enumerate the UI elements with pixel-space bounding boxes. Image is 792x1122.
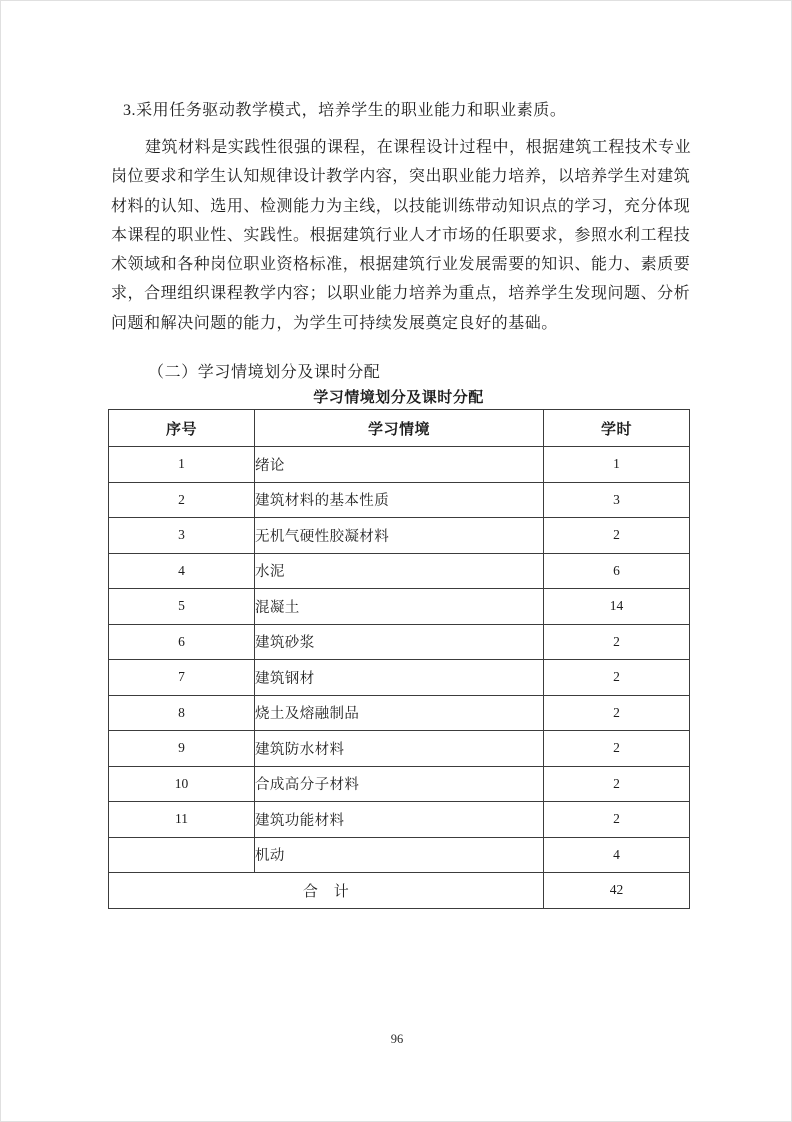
table-row	[109, 482, 690, 518]
total-row	[109, 873, 690, 909]
paragraph-line: 本课程的职业性、实践性。根据建筑行业人才市场的任职要求，参照水利工程技	[111, 226, 691, 244]
paragraph-line: 建筑材料是实践性很强的课程，在课程设计过程中，根据建筑工程技术专业	[145, 139, 692, 156]
cell-no: 6	[109, 624, 255, 660]
cell-situation: 烧土及熔融制品	[255, 695, 544, 731]
numbered-item-3: 3.采用任务驱动教学模式，培养学生的职业能力和职业素质。	[123, 102, 567, 119]
paragraph-line: 求，合理组织课程教学内容；以职业能力培养为重点，培养学生发现问题、分析	[111, 285, 691, 303]
cell-hours: 2	[544, 766, 690, 802]
cell-no: 9	[109, 731, 255, 767]
table-caption: 学习情境划分及课时分配	[313, 390, 484, 406]
table-row	[109, 695, 690, 731]
cell-no: 2	[109, 482, 255, 518]
cell-situation: 建筑材料的基本性质	[255, 482, 544, 518]
total-label-cell: 合 计	[109, 873, 544, 909]
header-cell-hours: 学时	[544, 410, 690, 447]
cell-situation: 建筑防水材料	[255, 731, 544, 767]
header-cell-no: 序号	[109, 410, 255, 447]
table-row	[109, 766, 690, 802]
cell-hours: 2	[544, 695, 690, 731]
cell-hours: 4	[544, 837, 690, 873]
cell-hours: 2	[544, 660, 690, 696]
paragraph-line: 问题和解决问题的能力，为学生可持续发展奠定良好的基础。	[111, 314, 558, 332]
table-row-reserve	[109, 837, 690, 873]
paragraph-line: 岗位要求和学生认知规律设计教学内容，突出职业能力培养，以培养学生对建筑	[111, 168, 691, 186]
cell-situation: 建筑砂浆	[255, 624, 544, 660]
cell-no: 8	[109, 695, 255, 731]
cell-situation: 无机气硬性胶凝材料	[255, 518, 544, 554]
cell-no: 7	[109, 660, 255, 696]
cell-hours: 6	[544, 553, 690, 589]
body-paragraph	[111, 133, 695, 338]
cell-no: 10	[109, 766, 255, 802]
cell-no: 3	[109, 518, 255, 554]
cell-no: 1	[109, 447, 255, 483]
cell-situation: 合成高分子材料	[255, 766, 544, 802]
table-row	[109, 660, 690, 696]
cell-hours: 2	[544, 624, 690, 660]
header-cell-situation: 学习情境	[255, 410, 544, 447]
table-row	[109, 624, 690, 660]
cell-no: 11	[109, 802, 255, 838]
table-row	[109, 447, 690, 483]
cell-situation: 水泥	[255, 553, 544, 589]
schedule-table	[108, 409, 690, 909]
table-row	[109, 589, 690, 625]
table-row	[109, 802, 690, 838]
paragraph-line: 术领域和各种岗位职业资格标准，根据建筑行业发展需要的知识、能力、素质要	[111, 256, 691, 274]
paragraph-line: 材料的认知、选用、检测能力为主线，以技能训练带动知识点的学习，充分体现	[111, 197, 691, 215]
table-row	[109, 731, 690, 767]
cell-situation: 建筑钢材	[255, 660, 544, 696]
cell-no	[109, 837, 255, 873]
cell-situation: 机动	[255, 837, 544, 873]
page-number: 96	[390, 1032, 404, 1046]
cell-situation: 建筑功能材料	[255, 802, 544, 838]
cell-situation: 混凝土	[255, 589, 544, 625]
cell-hours: 2	[544, 802, 690, 838]
cell-hours: 2	[544, 731, 690, 767]
table-row	[109, 518, 690, 554]
table-row	[109, 553, 690, 589]
cell-hours: 14	[544, 589, 690, 625]
section-heading: （二）学习情境划分及课时分配	[148, 364, 381, 381]
cell-hours: 3	[544, 482, 690, 518]
cell-hours: 1	[544, 447, 690, 483]
total-hours-cell: 42	[544, 873, 690, 909]
table-header-row	[109, 410, 690, 447]
cell-no: 4	[109, 553, 255, 589]
cell-hours: 2	[544, 518, 690, 554]
cell-situation: 绪论	[255, 447, 544, 483]
cell-no: 5	[109, 589, 255, 625]
